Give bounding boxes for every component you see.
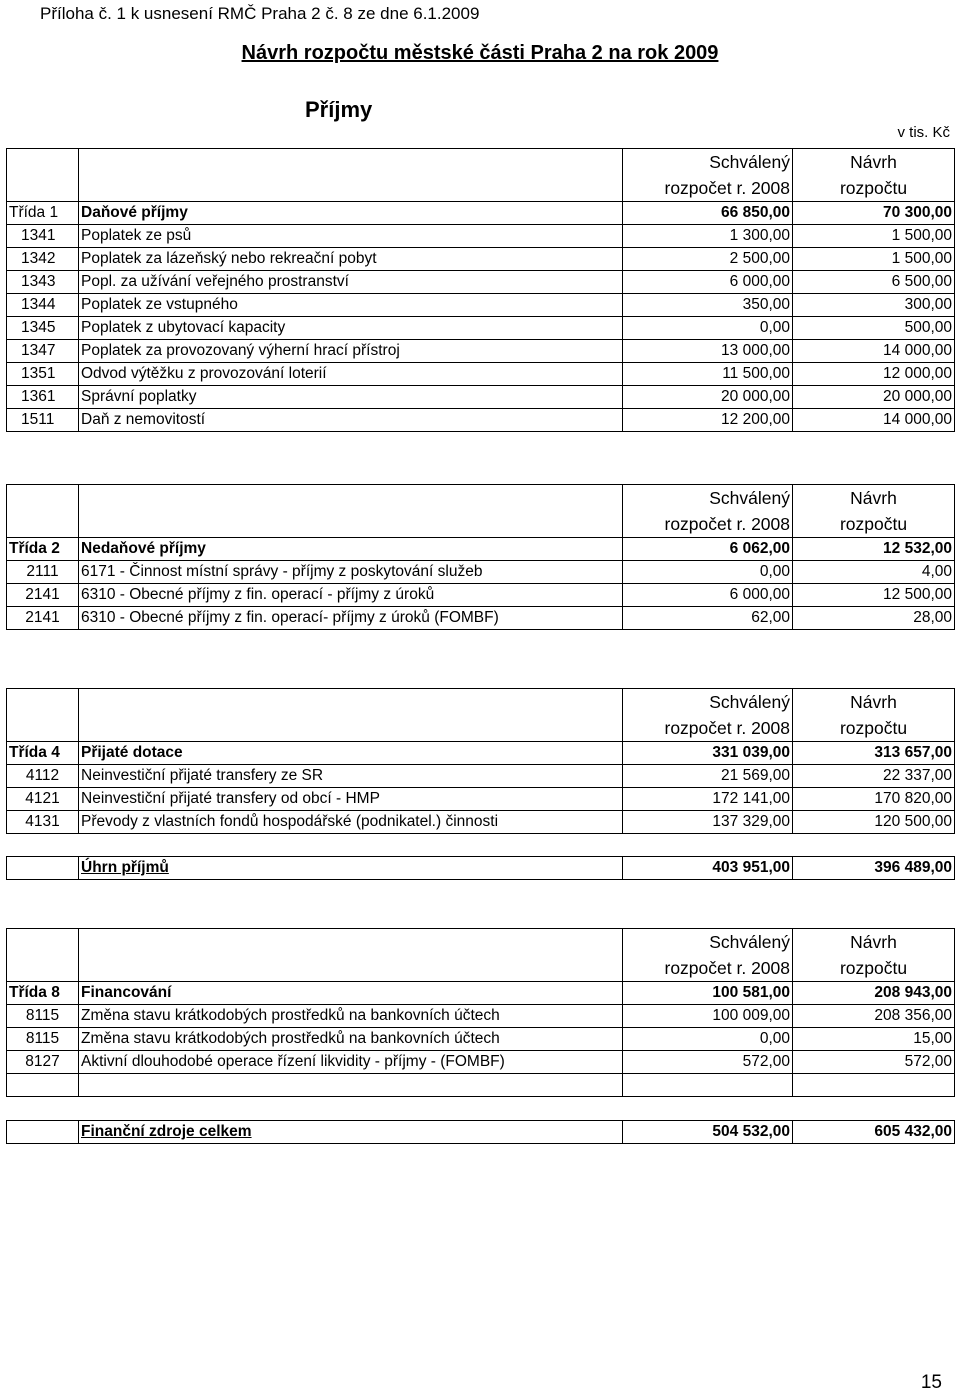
approved-amount: 12 200,00 (623, 409, 793, 432)
total-draft: 396 489,00 (793, 857, 955, 880)
item-name: 6171 - Činnost místní správy - příjmy z poskytování služeb (79, 561, 623, 584)
item-code: 1343 (7, 271, 79, 294)
item-code: 1344 (7, 294, 79, 317)
class-name: Přijaté dotace (79, 742, 623, 765)
total-label: Úhrn příjmů (79, 857, 623, 880)
draft-amount: 500,00 (793, 317, 955, 340)
approved-amount: 0,00 (623, 317, 793, 340)
financial-total-table (6, 1120, 955, 1144)
draft-amount: 14 000,00 (793, 409, 955, 432)
approved-amount: 21 569,00 (623, 765, 793, 788)
draft-amount: 1 500,00 (793, 248, 955, 271)
approved-amount: 350,00 (623, 294, 793, 317)
table-row (7, 225, 955, 248)
table-row (7, 386, 955, 409)
approved-amount: 6 000,00 (623, 584, 793, 607)
total-approved: 504 532,00 (623, 1121, 793, 1144)
table-row (7, 561, 955, 584)
unit-label: v tis. Kč (897, 124, 950, 141)
item-code: 1347 (7, 340, 79, 363)
section-title: Příjmy (305, 97, 373, 122)
item-code: 2141 (7, 584, 79, 607)
col-draft-l2: rozpočtu (793, 955, 955, 982)
approved-amount: 100 009,00 (623, 1005, 793, 1028)
draft-amount: 313 657,00 (793, 742, 955, 765)
col-approved-l2: rozpočet r. 2008 (623, 715, 793, 742)
table-row (7, 317, 955, 340)
item-code: 2111 (7, 561, 79, 584)
approved-amount: 11 500,00 (623, 363, 793, 386)
approved-amount: 1 300,00 (623, 225, 793, 248)
draft-amount: 12 500,00 (793, 584, 955, 607)
col-draft-l1: Návrh (793, 149, 955, 176)
item-name: Aktivní dlouhodobé operace řízení likvidity - příjmy - (FOMBF) (79, 1051, 623, 1074)
table-row (7, 607, 955, 630)
item-name: 6310 - Obecné příjmy z fin. operací- příjmy z úroků (FOMBF) (79, 607, 623, 630)
class-name: Daňové příjmy (79, 202, 623, 225)
annex-reference: Příloha č. 1 k usnesení RMČ Praha 2 č. 8 ze dne 6.1.2009 (40, 4, 480, 23)
col-approved-l1: Schválený (623, 485, 793, 512)
table-row (7, 1051, 955, 1074)
item-name: Poplatek za provozovaný výherní hrací přístroj (79, 340, 623, 363)
draft-amount: 12 532,00 (793, 538, 955, 561)
approved-amount: 2 500,00 (623, 248, 793, 271)
item-name: Převody z vlastních fondů hospodářské (podnikatel.) činnosti (79, 811, 623, 834)
item-code: 4121 (7, 788, 79, 811)
item-name: Neinvestiční přijaté transfery od obcí - HMP (79, 788, 623, 811)
col-approved-l2: rozpočet r. 2008 (623, 955, 793, 982)
item-name: Popl. za užívání veřejného prostranství (79, 271, 623, 294)
table-header-row (7, 149, 955, 176)
table-row (7, 584, 955, 607)
table-class-1 (6, 148, 955, 432)
draft-amount: 1 500,00 (793, 225, 955, 248)
col-draft-l1: Návrh (793, 929, 955, 956)
item-name: Správní poplatky (79, 386, 623, 409)
item-name: 6310 - Obecné příjmy z fin. operací - příjmy z úroků (79, 584, 623, 607)
total-draft: 605 432,00 (793, 1121, 955, 1144)
total-income-table (6, 856, 955, 880)
item-name: Daň z nemovitostí (79, 409, 623, 432)
item-code: 1341 (7, 225, 79, 248)
item-code: 8115 (7, 1005, 79, 1028)
approved-amount: 0,00 (623, 561, 793, 584)
class-row (7, 742, 955, 765)
table-class-2 (6, 484, 955, 630)
class-name: Nedaňové příjmy (79, 538, 623, 561)
item-code: 1511 (7, 409, 79, 432)
table-class-4 (6, 688, 955, 834)
page-title: Návrh rozpočtu městské části Praha 2 na rok 2009 (241, 42, 719, 64)
table-row (7, 271, 955, 294)
total-label: Finanční zdroje celkem (79, 1121, 623, 1144)
table-row (7, 1005, 955, 1028)
col-draft-l2: rozpočtu (793, 715, 955, 742)
col-approved-l1: Schválený (623, 149, 793, 176)
total-approved: 403 951,00 (623, 857, 793, 880)
draft-amount: 20 000,00 (793, 386, 955, 409)
draft-amount: 170 820,00 (793, 788, 955, 811)
col-approved-l1: Schválený (623, 689, 793, 716)
item-name: Poplatek za lázeňský nebo rekreační pobyt (79, 248, 623, 271)
item-code: 2141 (7, 607, 79, 630)
table-row (7, 294, 955, 317)
item-code: 4131 (7, 811, 79, 834)
col-approved-l2: rozpočet r. 2008 (623, 175, 793, 202)
item-name: Změna stavu krátkodobých prostředků na bankovních účtech (79, 1005, 623, 1028)
item-code: 1361 (7, 386, 79, 409)
page-number: 15 (920, 1372, 942, 1393)
class-row (7, 202, 955, 225)
class-code: Třída 1 (7, 202, 79, 225)
item-name: Poplatek ze psů (79, 225, 623, 248)
item-name: Neinvestiční přijaté transfery ze SR (79, 765, 623, 788)
item-name: Poplatek z ubytovací kapacity (79, 317, 623, 340)
approved-amount: 6 062,00 (623, 538, 793, 561)
class-code: Třída 8 (7, 982, 79, 1005)
draft-amount: 14 000,00 (793, 340, 955, 363)
item-name: Změna stavu krátkodobých prostředků na bankovních účtech (79, 1028, 623, 1051)
table-row (7, 788, 955, 811)
approved-amount: 331 039,00 (623, 742, 793, 765)
item-code: 1345 (7, 317, 79, 340)
col-approved-l2: rozpočet r. 2008 (623, 511, 793, 538)
draft-amount: 300,00 (793, 294, 955, 317)
approved-amount: 20 000,00 (623, 386, 793, 409)
draft-amount: 4,00 (793, 561, 955, 584)
approved-amount: 66 850,00 (623, 202, 793, 225)
approved-amount: 137 329,00 (623, 811, 793, 834)
col-draft-l1: Návrh (793, 689, 955, 716)
draft-amount: 6 500,00 (793, 271, 955, 294)
table-row (7, 363, 955, 386)
total-row (7, 1121, 955, 1144)
col-draft-l2: rozpočtu (793, 511, 955, 538)
draft-amount: 120 500,00 (793, 811, 955, 834)
approved-amount: 0,00 (623, 1028, 793, 1051)
table-row (7, 811, 955, 834)
draft-amount: 15,00 (793, 1028, 955, 1051)
draft-amount: 70 300,00 (793, 202, 955, 225)
class-code: Třída 2 (7, 538, 79, 561)
item-code: 8115 (7, 1028, 79, 1051)
approved-amount: 172 141,00 (623, 788, 793, 811)
table-row (7, 340, 955, 363)
col-approved-l1: Schválený (623, 929, 793, 956)
item-code: 4112 (7, 765, 79, 788)
col-draft-l2: rozpočtu (793, 175, 955, 202)
approved-amount: 100 581,00 (623, 982, 793, 1005)
col-draft-l1: Návrh (793, 485, 955, 512)
item-code: 8127 (7, 1051, 79, 1074)
draft-amount: 208 356,00 (793, 1005, 955, 1028)
class-name: Financování (79, 982, 623, 1005)
item-name: Poplatek ze vstupného (79, 294, 623, 317)
class-row (7, 982, 955, 1005)
approved-amount: 62,00 (623, 607, 793, 630)
draft-amount: 12 000,00 (793, 363, 955, 386)
item-code: 1351 (7, 363, 79, 386)
item-code: 1342 (7, 248, 79, 271)
total-row (7, 857, 955, 880)
item-name: Odvod výtěžku z provozování loterií (79, 363, 623, 386)
table-row (7, 765, 955, 788)
approved-amount: 6 000,00 (623, 271, 793, 294)
table-class-8 (6, 928, 955, 1097)
draft-amount: 22 337,00 (793, 765, 955, 788)
table-row (7, 409, 955, 432)
draft-amount: 572,00 (793, 1051, 955, 1074)
table-row (7, 1028, 955, 1051)
draft-amount: 28,00 (793, 607, 955, 630)
class-row (7, 538, 955, 561)
approved-amount: 572,00 (623, 1051, 793, 1074)
draft-amount: 208 943,00 (793, 982, 955, 1005)
approved-amount: 13 000,00 (623, 340, 793, 363)
table-row (7, 248, 955, 271)
class-code: Třída 4 (7, 742, 79, 765)
